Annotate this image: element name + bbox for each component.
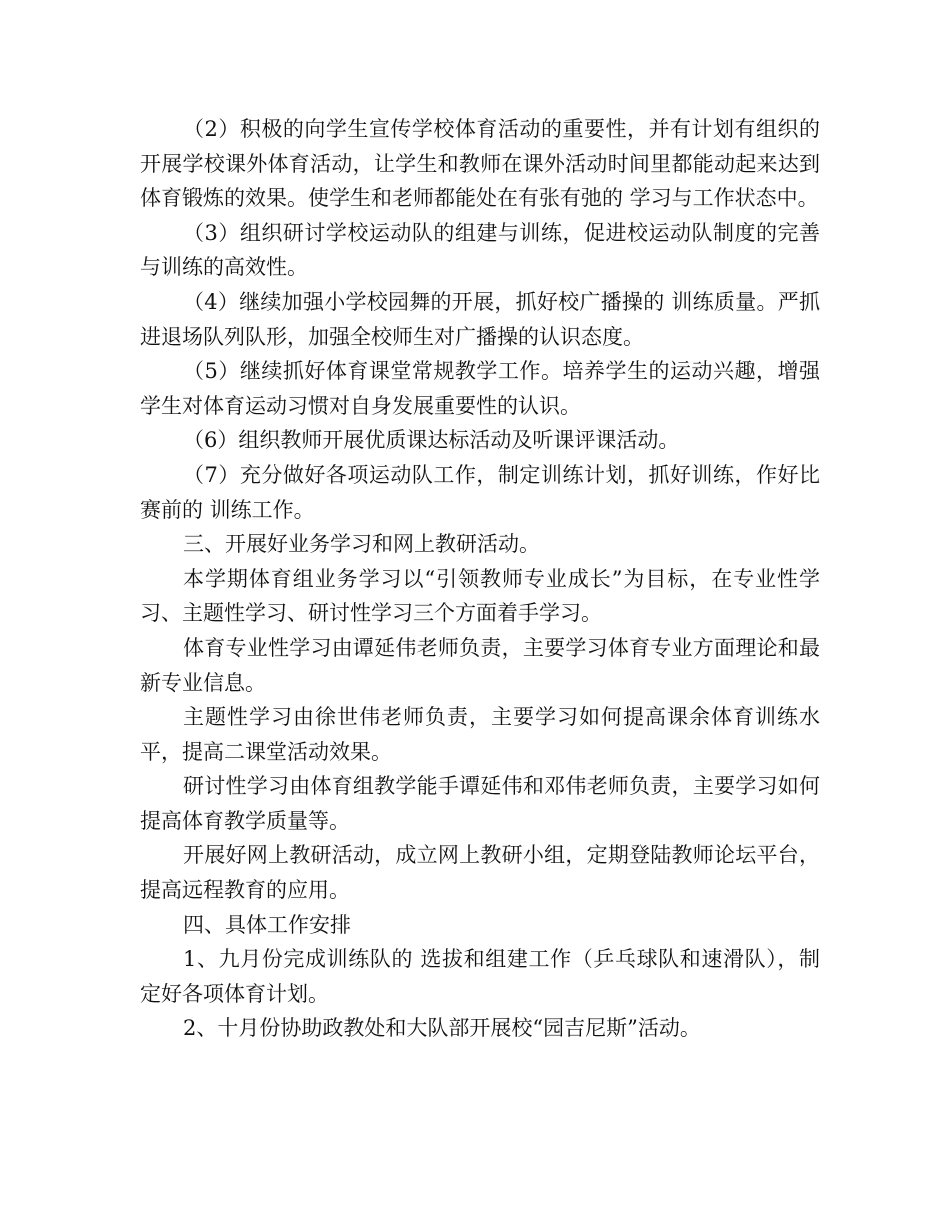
paragraph-item-5: （5）继续抓好体育课堂常规教学工作。培养学生的运动兴趣，增强学生对体育运动习惯对自身发展重要性的认识。	[140, 359, 820, 418]
paragraph-online-research: 开展好网上教研活动，成立网上教研小组，定期登陆教师论坛平台，提高远程教育的应用。	[140, 843, 820, 903]
paragraph-schedule-2: 2、十月份协助政教处和大队部开展校“园吉尼斯”活动。	[183, 1016, 701, 1041]
section-heading-4: 四、具体工作安排	[183, 912, 351, 937]
paragraph-item-4: （4）继续加强小学校园舞的开展，抓好校广播操的 训练质量。严抓进退场队列队形，加强全校师生对广播操的认识态度。	[140, 289, 820, 349]
paragraph-item-6: （6）组织教师开展优质课达标活动及听课评课活动。	[183, 428, 680, 453]
paragraph-item-2: （2）积极的向学生宣传学校体育活动的重要性，并有计划有组织的开展学校课外体育活动，让学生和教师在课外活动时间里都能动起来达到体育锻炼的效果。使学生和老师都能处在有张有弛的 学习与工作状态中。	[140, 117, 820, 211]
paragraph-professional-study: 体育专业性学习由谭延伟老师负责，主要学习体育专业方面理论和最新专业信息。	[140, 635, 820, 695]
paragraph-item-7: （7）充分做好各项运动队工作，制定训练计划，抓好训练，作好比赛前的 训练工作。	[140, 462, 820, 522]
paragraph-thematic-study: 主题性学习由徐世伟老师负责，主要学习如何提高课余体育训练水平，提高二课堂活动效果。	[140, 705, 820, 764]
paragraph-study-goal: 本学期体育组业务学习以“引领教师专业成长”为目标，在专业性学习、主题性学习、研讨性学习三个方面着手学习。	[140, 566, 820, 626]
document-body	[140, 112, 820, 1046]
paragraph-item-3: （3）组织研讨学校运动队的组建与训练，促进校运动队制度的完善与训练的高效性。	[140, 220, 820, 280]
paragraph-schedule-1: 1、九月份完成训练队的 选拔和组建工作（乒乓球队和速滑队），制定好各项体育计划。	[140, 947, 820, 1006]
paragraph-research-study: 研讨性学习由体育组教学能手谭延伟和邓伟老师负责，主要学习如何提高体育教学质量等。	[140, 774, 820, 833]
section-heading-3: 三、开展好业务学习和网上教研活动。	[183, 532, 540, 557]
